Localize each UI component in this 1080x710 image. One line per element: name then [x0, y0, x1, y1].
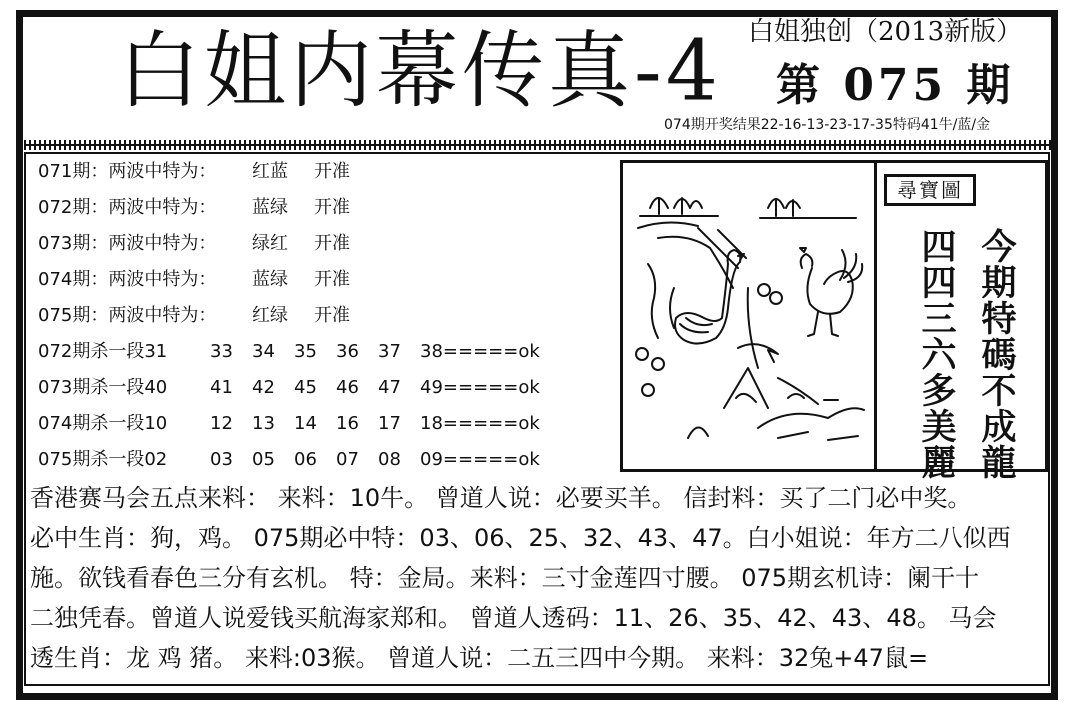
paragraph-line: 二独凭春。曾道人说爱钱买航海家郑和。 曾道人透码：11、26、35、42、43、48。 马会	[30, 604, 997, 632]
treasure-map-divider	[874, 160, 877, 472]
kill-row-label: 074期杀一段10	[38, 413, 168, 434]
wave-row	[38, 230, 598, 266]
wave-row-result: 开准	[314, 161, 350, 182]
paragraph-line: 香港赛马会五点来料： 来料：10牛。 曾道人说：必要买羊。 信封料：买了二门必中奖。	[30, 484, 972, 512]
wave-row	[38, 158, 598, 194]
tips-paragraph	[30, 478, 1052, 678]
kill-number: 42	[252, 377, 275, 398]
kill-number: 17	[378, 413, 401, 434]
kill-row-tail: 38=====ok	[420, 341, 540, 362]
wave-row-value: 红绿	[252, 305, 288, 326]
kill-number: 03	[210, 449, 233, 470]
kill-number: 12	[210, 413, 233, 434]
kill-number: 33	[210, 341, 233, 362]
kill-number: 05	[252, 449, 275, 470]
wave-row-value: 蓝绿	[252, 197, 288, 218]
kill-row	[38, 410, 598, 446]
wave-row	[38, 194, 598, 230]
kill-number: 35	[294, 341, 317, 362]
treasure-map-label: 尋寶圖	[884, 174, 976, 206]
kill-number: 36	[336, 341, 359, 362]
wave-row-value: 绿红	[252, 233, 288, 254]
kill-number: 46	[336, 377, 359, 398]
wave-row-label: 072期：两波中特为：	[38, 197, 217, 218]
paragraph-line: 必中生肖：狗，鸡。 075期必中特：03、06、25、32、43、47。白小姐说：年方二八似西	[30, 524, 1011, 552]
edition-label: 白姐独创（2013新版）	[748, 17, 1023, 47]
kill-row-label: 075期杀一段02	[38, 449, 168, 470]
wave-row-label: 073期：两波中特为：	[38, 233, 217, 254]
paragraph-line: 施。欲钱看春色三分有玄机。 特：金局。来料：三寸金莲四寸腰。 075期玄机诗：阑干十	[30, 564, 980, 592]
wave-row-result: 开准	[314, 197, 350, 218]
wave-row-label: 071期：两波中特为：	[38, 161, 217, 182]
kill-number: 13	[252, 413, 275, 434]
treasure-map-illustration	[628, 168, 868, 464]
kill-number: 45	[294, 377, 317, 398]
kill-number: 06	[294, 449, 317, 470]
kill-number: 14	[294, 413, 317, 434]
kill-row	[38, 338, 598, 374]
kill-row-label: 073期杀一段40	[38, 377, 168, 398]
wave-row-result: 开准	[314, 305, 350, 326]
treasure-verse-2: 四四三六多美麗	[916, 228, 957, 480]
kill-number: 07	[336, 449, 359, 470]
kill-row	[38, 374, 598, 410]
kill-row-tail: 09=====ok	[420, 449, 540, 470]
kill-number: 41	[210, 377, 233, 398]
kill-number: 08	[378, 449, 401, 470]
wave-row-label: 075期：两波中特为：	[38, 305, 217, 326]
kill-number: 34	[252, 341, 275, 362]
kill-row-label: 072期杀一段31	[38, 341, 168, 362]
prediction-list	[38, 158, 598, 482]
wave-row-value: 红蓝	[252, 161, 288, 182]
wave-row	[38, 302, 598, 338]
kill-number: 47	[378, 377, 401, 398]
kill-row-tail: 18=====ok	[420, 413, 540, 434]
kill-number: 37	[378, 341, 401, 362]
treasure-verse-1: 今期特碼不成龍	[976, 228, 1017, 480]
paragraph-line: 透生肖：龙 鸡 猪。 来料:03猴。 曾道人说：二五三四中今期。 来料：32兔+47鼠=	[30, 644, 929, 672]
previous-result: 074期开奖结果22-16-13-23-17-35特码41牛/蓝/金	[664, 117, 991, 133]
wave-row-result: 开准	[314, 233, 350, 254]
kill-row	[38, 446, 598, 482]
header-divider	[24, 140, 1052, 150]
issue-number: 第 075 期	[776, 60, 1015, 111]
page-title: 白姐内幕传真-4	[118, 23, 722, 120]
wave-row-value: 蓝绿	[252, 269, 288, 290]
wave-row-label: 074期：两波中特为：	[38, 269, 217, 290]
kill-number: 16	[336, 413, 359, 434]
kill-row-tail: 49=====ok	[420, 377, 540, 398]
wave-row-result: 开准	[314, 269, 350, 290]
wave-row	[38, 266, 598, 302]
